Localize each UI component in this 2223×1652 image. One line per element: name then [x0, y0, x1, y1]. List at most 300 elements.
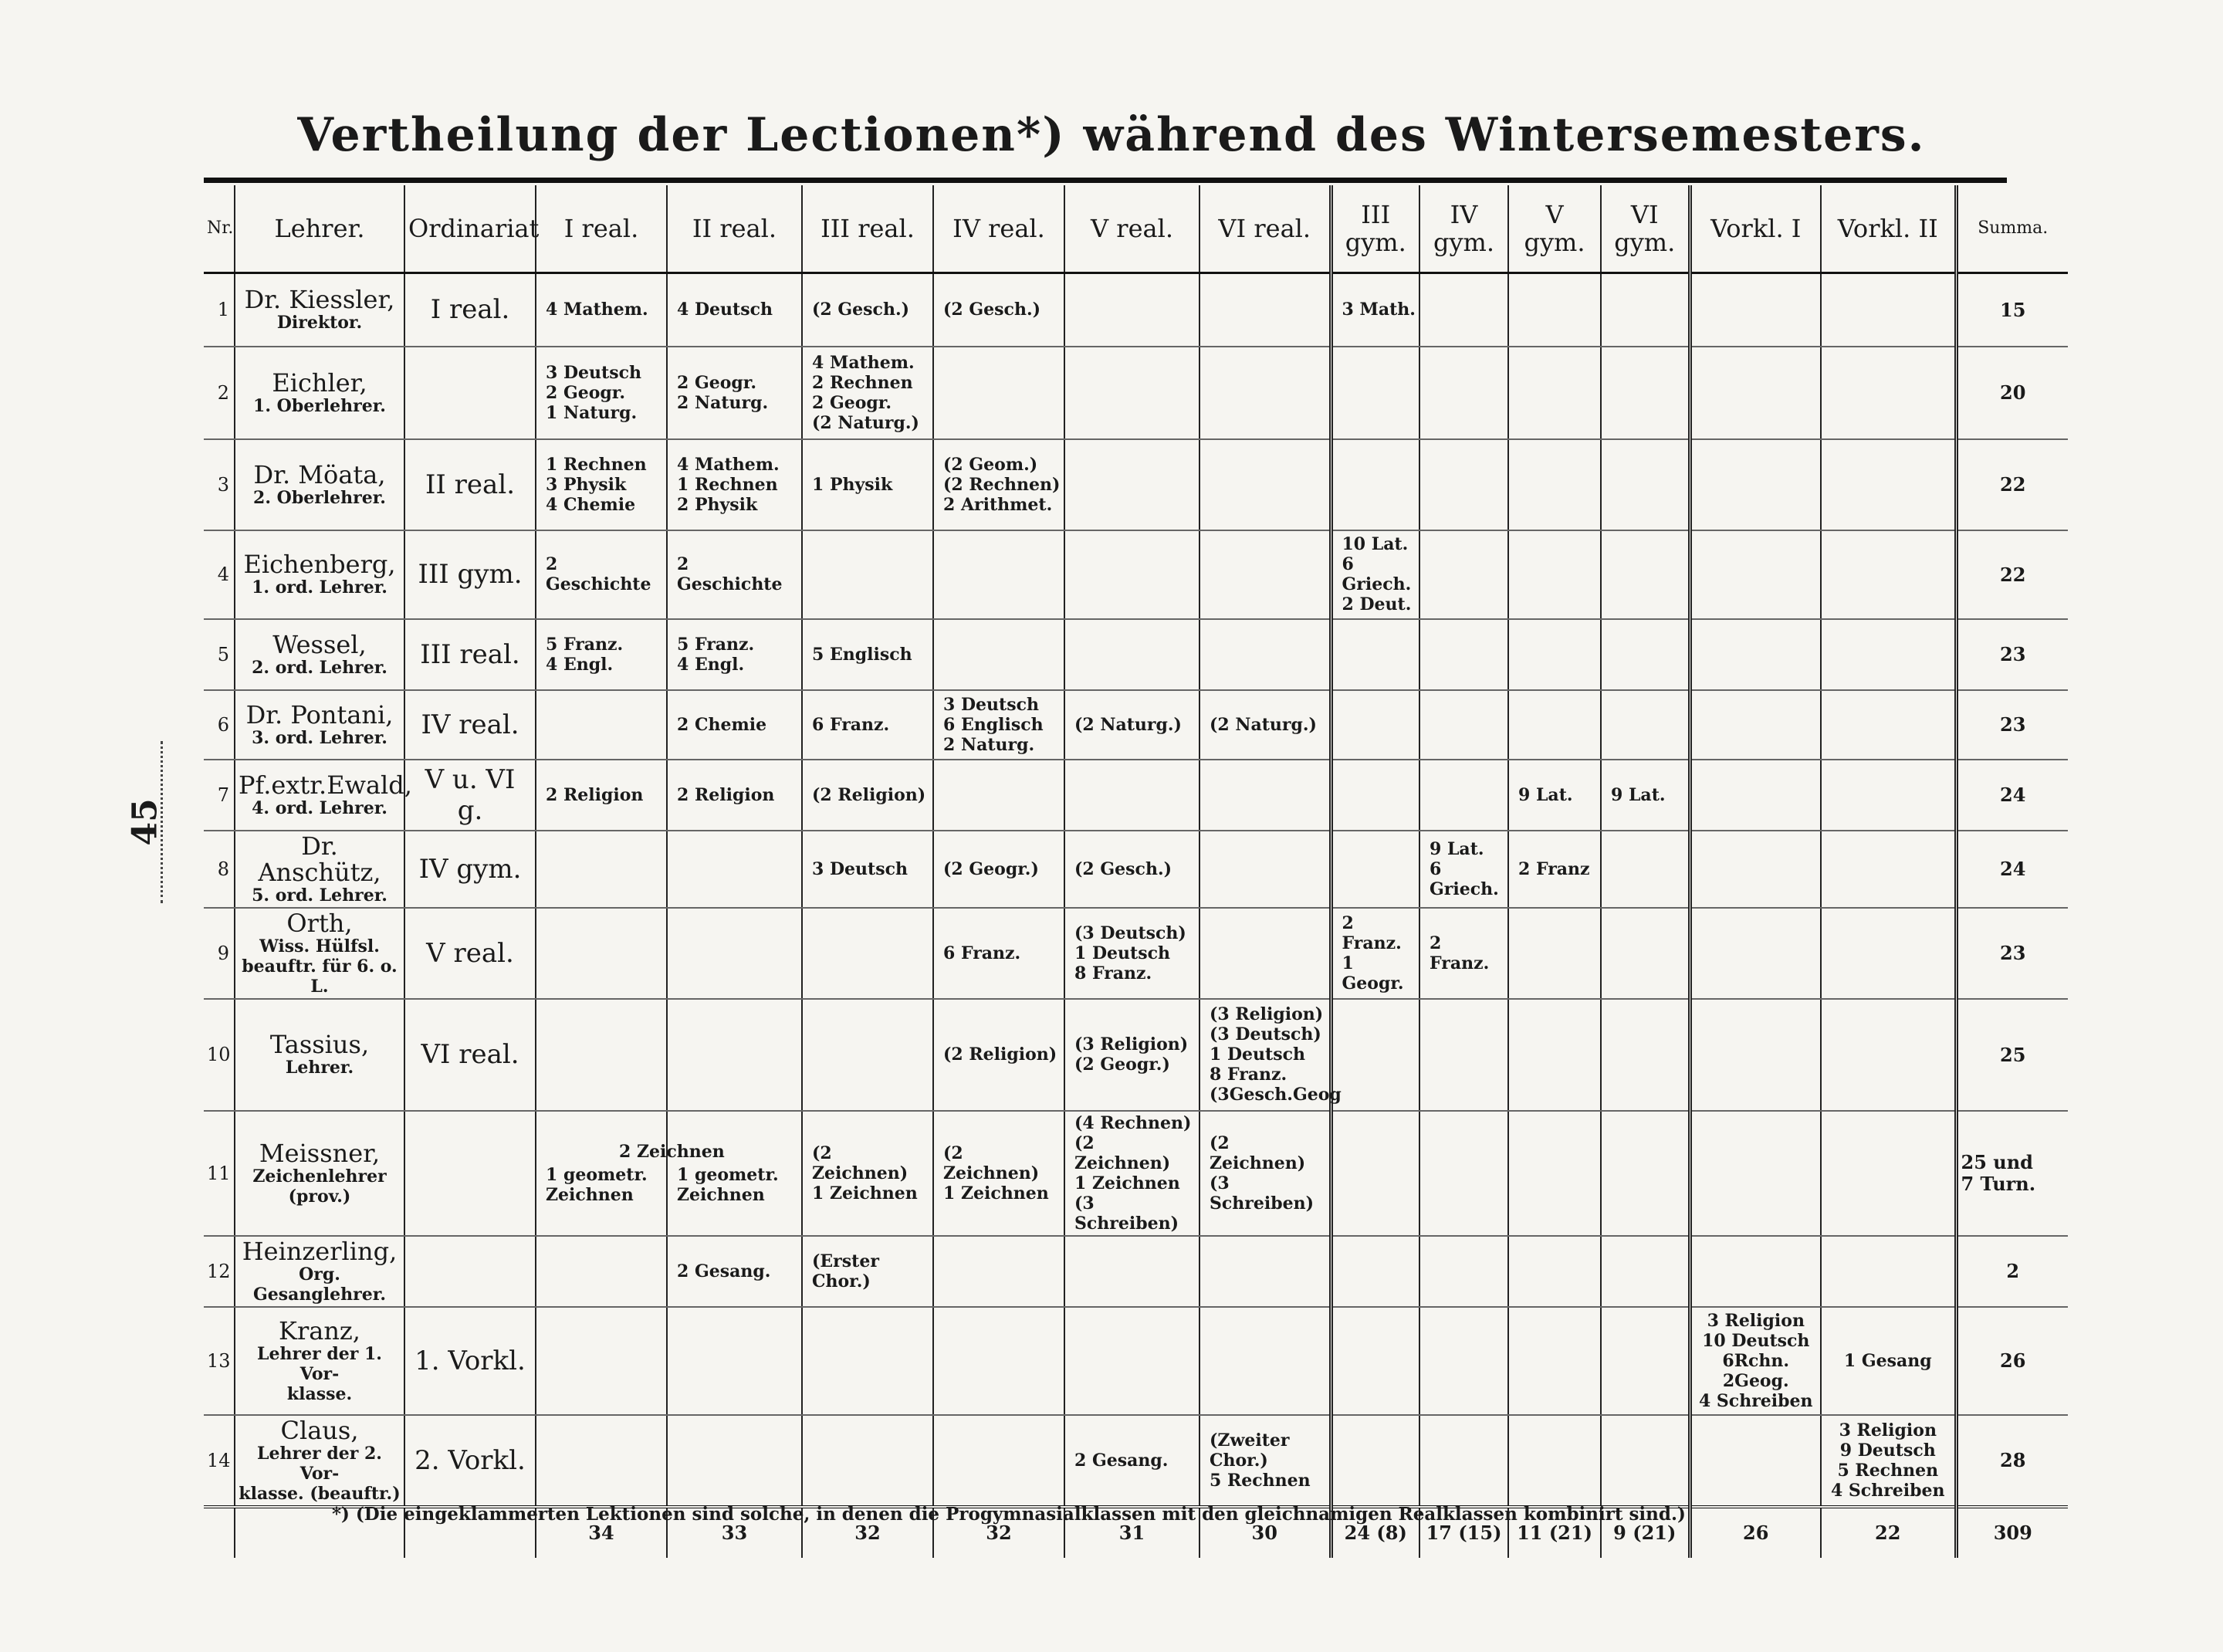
lesson-cell — [1690, 831, 1821, 908]
lesson-cell — [1601, 908, 1690, 999]
page-title: Vertheilung der Lectionen*) während des Wintersemesters. — [297, 108, 1926, 162]
teacher-name: Wessel, — [272, 629, 367, 659]
teacher-name: Meissner, — [259, 1138, 381, 1168]
lesson-cell — [1199, 690, 1331, 760]
lesson-cell — [1508, 439, 1601, 530]
row-summa: 24 — [1956, 831, 2068, 908]
lesson-entry: 2 Religion — [677, 784, 775, 805]
column-total: 9 (21) — [1601, 1507, 1690, 1558]
teacher-cell — [235, 619, 404, 690]
lesson-cell — [536, 1111, 725, 1236]
lesson-cell — [1508, 1236, 1601, 1307]
lesson-cell — [1690, 999, 1821, 1111]
lesson-cell — [1508, 530, 1601, 619]
lesson-cell — [802, 1307, 933, 1415]
lesson-cell — [536, 908, 667, 999]
lesson-cell — [1508, 347, 1601, 439]
lesson-cell — [667, 690, 802, 760]
lesson-cell — [1331, 908, 1419, 999]
lesson-cell — [1690, 760, 1821, 831]
lesson-cell — [1331, 439, 1419, 530]
lesson-cell — [1419, 999, 1508, 1111]
lesson-entry: 5 Franz. 4 Engl. — [677, 634, 755, 675]
row-summa: 23 — [1956, 619, 2068, 690]
row-number: 5 — [204, 619, 235, 690]
lesson-cell — [667, 619, 802, 690]
lesson-cell — [1419, 1307, 1508, 1415]
lesson-cell — [1199, 619, 1331, 690]
lesson-entry: (2 Zeichnen) 1 Zeichnen — [812, 1143, 918, 1203]
lesson-entry: (2 Naturg.) — [1210, 714, 1317, 735]
lesson-cell — [802, 273, 933, 347]
lesson-cell — [1508, 760, 1601, 831]
lesson-cell — [933, 619, 1064, 690]
lesson-entry: (4 Rechnen) (2 Zeichnen) 1 Zeichnen (3 Schreiben) — [1074, 1112, 1192, 1234]
lesson-cell — [1690, 1111, 1821, 1236]
ordinariat-cell: 1. Vorkl. — [404, 1307, 536, 1415]
lesson-entry: 2 Geogr. 2 Naturg. — [677, 372, 769, 413]
row-number: 14 — [204, 1415, 235, 1507]
table-row — [204, 1307, 2068, 1415]
lesson-cell — [1601, 760, 1690, 831]
teacher-cell — [235, 439, 404, 530]
lesson-cell — [1199, 1415, 1331, 1507]
lesson-cell — [933, 690, 1064, 760]
lesson-cell — [536, 530, 667, 619]
lesson-cell — [933, 908, 1064, 999]
lesson-cell — [1064, 908, 1199, 999]
lesson-cell — [667, 347, 802, 439]
header-row — [204, 185, 2068, 273]
lesson-cell — [933, 1111, 1064, 1236]
lesson-entry: 9 Lat. — [1518, 784, 1573, 805]
table-row — [204, 347, 2068, 439]
lesson-cell — [802, 999, 933, 1111]
lesson-cell — [1821, 530, 1956, 619]
lesson-cell — [1601, 1236, 1690, 1307]
lesson-cell — [1199, 530, 1331, 619]
ordinariat-cell — [404, 1111, 536, 1236]
lesson-cell — [1064, 439, 1199, 530]
lesson-entry: (2 Religion) — [812, 784, 926, 805]
teacher-rank: 1. ord. Lehrer. — [252, 577, 387, 597]
teacher-cell — [235, 999, 404, 1111]
lesson-cell — [1821, 999, 1956, 1111]
lesson-cell — [1419, 1415, 1508, 1507]
teacher-name: Heinzerling, — [242, 1236, 398, 1266]
lesson-entry: 2 Franz — [1518, 858, 1590, 879]
teacher-rank: 3. ord. Lehrer. — [252, 727, 387, 748]
lesson-entry: 3 Deutsch 2 Geogr. 1 Naturg. — [546, 362, 641, 423]
lesson-cell — [1419, 908, 1508, 999]
lesson-cell — [933, 439, 1064, 530]
teacher-name: Eichenberg, — [243, 550, 396, 579]
lesson-entry: 4 Mathem. 2 Rechnen 2 Geogr. (2 Naturg.) — [812, 352, 919, 433]
footnote: *) (Die eingeklammerten Lektionen sind solche, in denen die Progymnasialklassen mit den gleichnamigen Realklassen kombinirt sind.) — [332, 1504, 1686, 1525]
lesson-cell — [802, 908, 933, 999]
lesson-entry: (3 Religion) (3 Deutsch) 1 Deutsch 8 Franz. (3Gesch.Geog — [1210, 1004, 1342, 1105]
page-number: 45 — [125, 798, 165, 846]
ordinariat-cell: III real. — [404, 619, 536, 690]
teacher-cell — [235, 908, 404, 999]
lesson-entry: 10 Lat. 6 Griech. 2 Deut. — [1342, 534, 1412, 614]
lesson-entry: 2 Franz. — [1430, 933, 1490, 973]
lesson-cell — [1821, 439, 1956, 530]
teacher-name: Pf.extr.Ewald, — [239, 770, 412, 800]
row-number: 12 — [204, 1236, 235, 1307]
teacher-rank: Wiss. Hülfsl. beauftr. für 6. o. L. — [242, 936, 398, 997]
lesson-cell — [536, 347, 667, 439]
teacher-cell — [235, 530, 404, 619]
lesson-cell — [1199, 831, 1331, 908]
header-class: IV gym. — [1419, 185, 1508, 273]
teacher-cell — [235, 1236, 404, 1307]
lesson-cell — [536, 1415, 667, 1507]
ordinariat-cell — [404, 1236, 536, 1307]
page-number-ornament — [161, 741, 171, 903]
table-row — [204, 908, 2068, 999]
lesson-cell — [1821, 619, 1956, 690]
lesson-cell — [1690, 1307, 1821, 1415]
column-total: 22 — [1821, 1507, 1956, 1558]
lesson-cell — [1419, 439, 1508, 530]
column-total: 34 — [536, 1507, 667, 1558]
teacher-cell — [235, 831, 404, 908]
lesson-entry: 1 Gesang — [1843, 1350, 1932, 1371]
lesson-cell — [802, 690, 933, 760]
row-summa: 20 — [1956, 347, 2068, 439]
ordinariat-cell: V real. — [404, 908, 536, 999]
lesson-cell — [1821, 760, 1956, 831]
table-row — [204, 530, 2068, 619]
lesson-cell — [802, 1236, 933, 1307]
teacher-name: Claus, — [280, 1415, 359, 1445]
header-class: VI real. — [1199, 185, 1331, 273]
header-class: II real. — [667, 185, 802, 273]
row-summa: 24 — [1956, 760, 2068, 831]
lesson-cell — [933, 1236, 1064, 1307]
teacher-name: Dr. Anschütz, — [258, 831, 381, 887]
lesson-cell — [1064, 1307, 1199, 1415]
lesson-cell — [1601, 273, 1690, 347]
lesson-entry: 2 Geschichte — [546, 554, 651, 594]
table-row — [204, 619, 2068, 690]
lesson-cell — [1690, 619, 1821, 690]
row-summa: 23 — [1956, 690, 2068, 760]
lesson-cell — [1601, 347, 1690, 439]
header-class: Vorkl. II — [1821, 185, 1956, 273]
table-body — [204, 273, 2068, 1558]
lesson-cell — [1064, 690, 1199, 760]
lesson-cell — [1331, 1111, 1419, 1236]
lesson-cell — [1199, 1307, 1331, 1415]
table-row — [204, 273, 2068, 347]
lesson-cell — [933, 1307, 1064, 1415]
lesson-cell — [1690, 347, 1821, 439]
lesson-entry: 1 Physik — [812, 474, 893, 495]
teacher-cell — [235, 690, 404, 760]
lesson-cell — [536, 273, 667, 347]
column-total: 30 — [1199, 1507, 1331, 1558]
lesson-cell — [802, 1415, 933, 1507]
lesson-cell — [1601, 999, 1690, 1111]
lesson-entry: 1 Rechnen 3 Physik 4 Chemie — [546, 454, 647, 515]
column-total: 32 — [933, 1507, 1064, 1558]
lesson-entry: 3 Religion 9 Deutsch 5 Rechnen 4 Schreiben — [1830, 1420, 1945, 1501]
ordinariat-cell — [404, 347, 536, 439]
lesson-cell — [667, 273, 802, 347]
teacher-rank: 1. Oberlehrer. — [253, 395, 386, 416]
lesson-cell — [1690, 1236, 1821, 1307]
lesson-entry: (2 Naturg.) — [1074, 714, 1182, 735]
lesson-cell — [1064, 619, 1199, 690]
teacher-cell — [235, 760, 412, 831]
column-total: 33 — [667, 1507, 802, 1558]
lesson-cell — [1064, 530, 1199, 619]
lesson-cell — [1064, 831, 1199, 908]
lesson-cell — [1199, 1111, 1331, 1236]
lesson-cell — [1199, 760, 1331, 831]
lesson-cell — [1419, 619, 1508, 690]
ordinariat-cell: V u. VI g. — [404, 760, 536, 831]
ordinariat-cell: 2. Vorkl. — [404, 1415, 536, 1507]
lesson-cell — [1331, 760, 1419, 831]
lesson-cell — [536, 999, 667, 1111]
teacher-name: Kranz, — [279, 1315, 360, 1346]
row-number: 2 — [204, 347, 235, 439]
teacher-name: Dr. Kiessler, — [244, 285, 395, 315]
lesson-cell — [1419, 831, 1508, 908]
teacher-rank: 2. Oberlehrer. — [253, 487, 386, 508]
lesson-cell — [802, 347, 933, 439]
ordinariat-cell: IV gym. — [404, 831, 536, 908]
lesson-cell — [1690, 1415, 1821, 1507]
lesson-cell — [667, 1415, 802, 1507]
teacher-cell — [235, 347, 404, 439]
lesson-cell — [1508, 1111, 1601, 1236]
lesson-cell — [536, 619, 667, 690]
lesson-cell — [1601, 690, 1690, 760]
header-class: V real. — [1064, 185, 1199, 273]
row-summa: 23 — [1956, 908, 2068, 999]
lesson-cell — [1064, 1236, 1199, 1307]
table-row — [204, 1415, 2068, 1507]
lesson-cell — [1064, 999, 1199, 1111]
lesson-cell — [1419, 1111, 1508, 1236]
lesson-entry: 2 Gesang. — [677, 1261, 771, 1281]
lesson-entry: 6 Franz. — [812, 714, 890, 735]
column-total: 26 — [1690, 1507, 1821, 1558]
lesson-entry: 1 geometr. Zeichnen — [677, 1164, 779, 1205]
lesson-cell — [1508, 908, 1601, 999]
header-lehrer: Lehrer. — [235, 185, 404, 273]
lesson-cell — [1690, 908, 1821, 999]
ordinariat-cell: IV real. — [404, 690, 536, 760]
lesson-cell — [802, 439, 933, 530]
ordinariat-cell: VI real. — [404, 999, 536, 1111]
grand-total: 309 — [1956, 1507, 2068, 1558]
row-summa: 25 — [1956, 999, 2068, 1111]
column-total: 24 (8) — [1331, 1507, 1419, 1558]
teacher-name: Orth, — [286, 908, 353, 938]
header-summa: Summa. — [1956, 185, 2068, 273]
ordinariat-cell: II real. — [404, 439, 536, 530]
teacher-rank: 4. ord. Lehrer. — [252, 797, 387, 818]
lesson-entry: 4 Deutsch — [677, 300, 773, 320]
lesson-distribution-table — [204, 185, 2068, 1558]
lesson-cell — [1508, 831, 1601, 908]
table-row — [204, 760, 2068, 831]
lesson-cell — [1601, 831, 1690, 908]
lesson-cell — [1821, 347, 1956, 439]
lesson-cell — [1064, 1111, 1199, 1236]
lesson-cell — [1331, 347, 1419, 439]
lesson-cell — [667, 1111, 802, 1236]
lesson-cell — [536, 1307, 667, 1415]
lesson-cell — [933, 530, 1064, 619]
lesson-cell — [1821, 1307, 1956, 1415]
lesson-cell — [1821, 908, 1956, 999]
lesson-entry: (2 Gesch.) — [812, 300, 910, 320]
lesson-cell — [933, 273, 1064, 347]
lesson-entry: (3 Deutsch) 1 Deutsch 8 Franz. — [1074, 922, 1186, 983]
lesson-entry: (2 Geom.) (2 Rechnen) 2 Arithmet. — [943, 454, 1061, 515]
header-class: V gym. — [1508, 185, 1601, 273]
lesson-entry: 2 Geschichte — [677, 554, 783, 594]
header-class: IV real. — [933, 185, 1064, 273]
lesson-cell — [1601, 1415, 1690, 1507]
lesson-cell — [667, 999, 802, 1111]
lesson-entry: (2 Zeichnen) 1 Zeichnen — [943, 1143, 1049, 1203]
lesson-cell — [667, 1307, 802, 1415]
column-total: 31 — [1064, 1507, 1199, 1558]
table-row — [204, 439, 2068, 530]
lesson-cell — [1508, 1307, 1601, 1415]
lesson-cell — [1331, 999, 1419, 1111]
header-class: III gym. — [1331, 185, 1419, 273]
lesson-cell — [802, 619, 933, 690]
table-row — [204, 1236, 2068, 1307]
lesson-cell — [1601, 619, 1690, 690]
lesson-entry: 9 Lat. 6 Griech. — [1430, 838, 1499, 899]
lesson-cell — [1508, 619, 1601, 690]
lesson-entry: 1 geometr. Zeichnen — [546, 1164, 648, 1205]
lesson-cell — [1821, 831, 1956, 908]
row-summa: 25 und 7 Turn. — [1956, 1111, 2068, 1236]
lesson-cell — [1419, 530, 1508, 619]
lesson-cell — [1508, 1415, 1601, 1507]
lesson-cell — [536, 1236, 667, 1307]
lesson-cell — [1331, 690, 1419, 760]
lesson-table-container — [204, 185, 2049, 1558]
teacher-rank: Lehrer. — [285, 1058, 354, 1078]
teacher-name: Tassius, — [269, 1030, 370, 1059]
ordinariat-cell: III gym. — [404, 530, 536, 619]
lesson-entry: 2 Religion — [546, 784, 644, 805]
row-number: 3 — [204, 439, 235, 530]
lesson-cell — [933, 999, 1064, 1111]
row-summa: 28 — [1956, 1415, 2068, 1507]
lesson-cell — [536, 760, 667, 831]
lesson-entry: 3 Religion 10 Deutsch 6Rchn. 2Geog. 4 Schreiben — [1698, 1310, 1813, 1411]
row-summa: 22 — [1956, 530, 2068, 619]
lesson-cell — [1331, 831, 1419, 908]
lesson-cell — [1419, 273, 1508, 347]
lesson-cell — [1601, 439, 1690, 530]
lesson-cell — [1508, 690, 1601, 760]
lesson-cell — [933, 347, 1064, 439]
lesson-cell — [667, 831, 802, 908]
lesson-cell — [1331, 1415, 1419, 1507]
lesson-cell — [1690, 690, 1821, 760]
lesson-cell — [1199, 908, 1331, 999]
teacher-cell — [235, 1307, 404, 1415]
lesson-entry: 2 Gesang. — [1074, 1450, 1169, 1471]
lesson-entry: 4 Mathem. — [546, 300, 648, 320]
lesson-cell — [667, 760, 802, 831]
column-total: 32 — [802, 1507, 933, 1558]
lesson-cell — [1419, 760, 1508, 831]
lesson-cell — [802, 760, 933, 831]
header-class: III real. — [802, 185, 933, 273]
lesson-cell — [933, 760, 1064, 831]
lesson-cell — [933, 831, 1064, 908]
lesson-entry: (3 Religion) (2 Geogr.) — [1074, 1034, 1189, 1075]
lesson-cell — [1690, 439, 1821, 530]
lesson-cell — [802, 1111, 933, 1236]
ordinariat-cell: I real. — [404, 273, 536, 347]
lesson-cell — [1690, 273, 1821, 347]
lesson-entry: (Erster Chor.) — [812, 1251, 879, 1291]
lesson-entry: 9 Lat. — [1611, 784, 1666, 805]
lesson-cell — [1821, 690, 1956, 760]
lesson-entry: 2 Franz. 1 Geogr. — [1342, 912, 1404, 994]
lesson-cell — [667, 439, 802, 530]
teacher-name: Dr. Pontani, — [245, 699, 394, 730]
lesson-cell — [1331, 530, 1419, 619]
row-summa: 2 — [1956, 1236, 2068, 1307]
header-ordinariat: Ordinariat — [404, 185, 536, 273]
lesson-cell — [1199, 1236, 1331, 1307]
lesson-entry: 5 Englisch — [812, 644, 912, 665]
lesson-cell — [1821, 273, 1956, 347]
teacher-rank: Direktor. — [276, 313, 363, 333]
lesson-cell — [536, 831, 667, 908]
header-nr: Nr. — [204, 185, 235, 273]
teacher-rank: Zeichenlehrer (prov.) — [252, 1166, 387, 1207]
lesson-cell — [1821, 1415, 1956, 1507]
row-number: 11 — [204, 1111, 235, 1236]
row-number: 1 — [204, 273, 235, 347]
span-label: 2 Zeichnen — [619, 1141, 725, 1162]
lesson-cell — [1419, 690, 1508, 760]
lesson-cell — [536, 439, 667, 530]
lesson-cell — [1331, 619, 1419, 690]
lesson-entry: 3 Math. — [1342, 300, 1416, 320]
lesson-cell — [933, 1415, 1064, 1507]
lesson-cell — [1331, 1236, 1419, 1307]
teacher-cell — [235, 1111, 404, 1236]
lesson-cell — [802, 530, 933, 619]
lesson-cell — [667, 908, 802, 999]
lesson-cell — [1331, 273, 1419, 347]
lesson-cell — [1601, 1307, 1690, 1415]
teacher-name: Dr. Möata, — [253, 459, 386, 489]
lesson-cell — [1821, 1236, 1956, 1307]
lesson-entry: 3 Deutsch — [812, 858, 908, 879]
lesson-entry: (2 Gesch.) — [943, 300, 1041, 320]
column-total: 17 (15) — [1419, 1507, 1508, 1558]
